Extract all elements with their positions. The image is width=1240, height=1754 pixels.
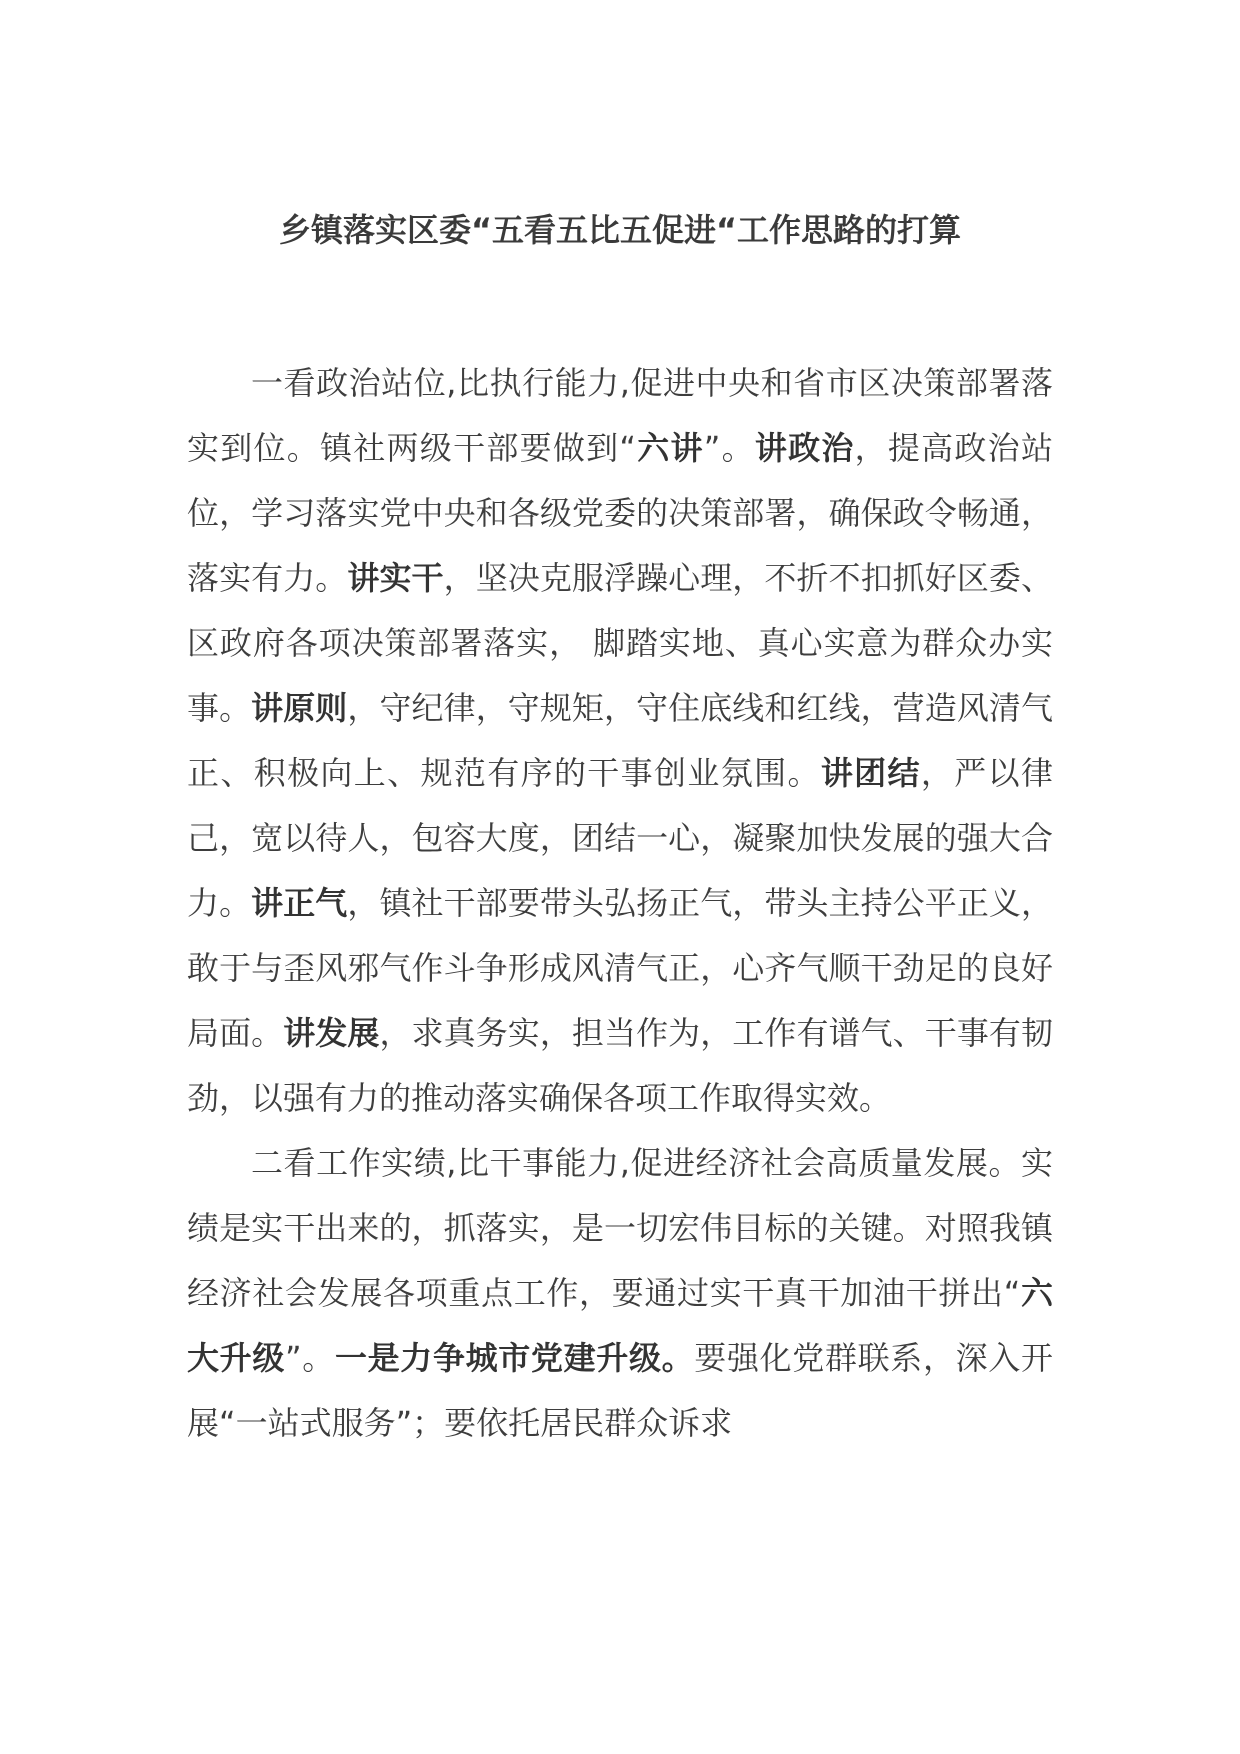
text-run: 一看政治站位,比执行能力,促进中央和省市区决策部署落实到位。镇社两级干部要做到“ <box>187 364 1053 467</box>
document-title: 乡镇落实区委“五看五比五促进“工作思路的打算 <box>278 211 962 249</box>
bold-phrase: 讲正气 <box>251 884 348 922</box>
bold-phrase: 讲原则 <box>251 689 348 727</box>
bold-phrase: 六大升级 <box>187 1274 1053 1377</box>
text-run: ，坚决克服浮躁心理，不折不扣抓好区委、区政府各项决策部署落实， 脚踏实地、真心实意为群众办实事。 <box>187 559 1053 727</box>
text-run: ，守纪律，守规矩，守住底线和红线，营造风清气正、积极向上、规范有序的干事创业氛围。 <box>187 689 1053 792</box>
paragraph-2 <box>187 1131 1053 1456</box>
text-run: ，提高政治站位，学习落实党中央和各级党委的决策部署，确保政令畅通，落实有力。 <box>187 429 1053 597</box>
text-run: 二看工作实绩,比干事能力,促进经济社会高质量发展。实绩是实干出来的，抓落实，是一切宏伟目标的关键。对照我镇经济社会发展各项重点工作，要通过实干真干加油干拼出“ <box>187 1144 1053 1312</box>
bold-phrase: 讲发展 <box>283 1014 380 1052</box>
bold-phrase: 六讲 <box>635 429 704 467</box>
paragraph-1 <box>187 351 1053 1131</box>
text-run: 要强化党群联系，深入开展“一站式服务”；要依托居民群众诉求 <box>187 1339 1053 1442</box>
text-run: ，求真务实，担当作为，工作有谱气、干事有韧劲，以强有力的推动落实确保各项工作取得实效。 <box>187 1014 1053 1117</box>
text-run: ，严以律己，宽以待人，包容大度，团结一心，凝聚加快发展的强大合力。 <box>187 754 1053 922</box>
bold-phrase: 一是力争城市党建升级。 <box>334 1339 695 1377</box>
document-body <box>187 351 1053 1456</box>
text-run: ”。 <box>703 429 755 467</box>
bold-phrase: 讲实干 <box>347 559 444 597</box>
text-run: ，镇社干部要带头弘扬正气，带头主持公平正义，敢于与歪风邪气作斗争形成风清气正，心齐气顺干劲足的良好局面。 <box>187 884 1053 1052</box>
bold-phrase: 讲政治 <box>754 429 855 467</box>
bold-phrase: 讲团结 <box>820 754 921 792</box>
text-run: ”。 <box>285 1339 335 1377</box>
